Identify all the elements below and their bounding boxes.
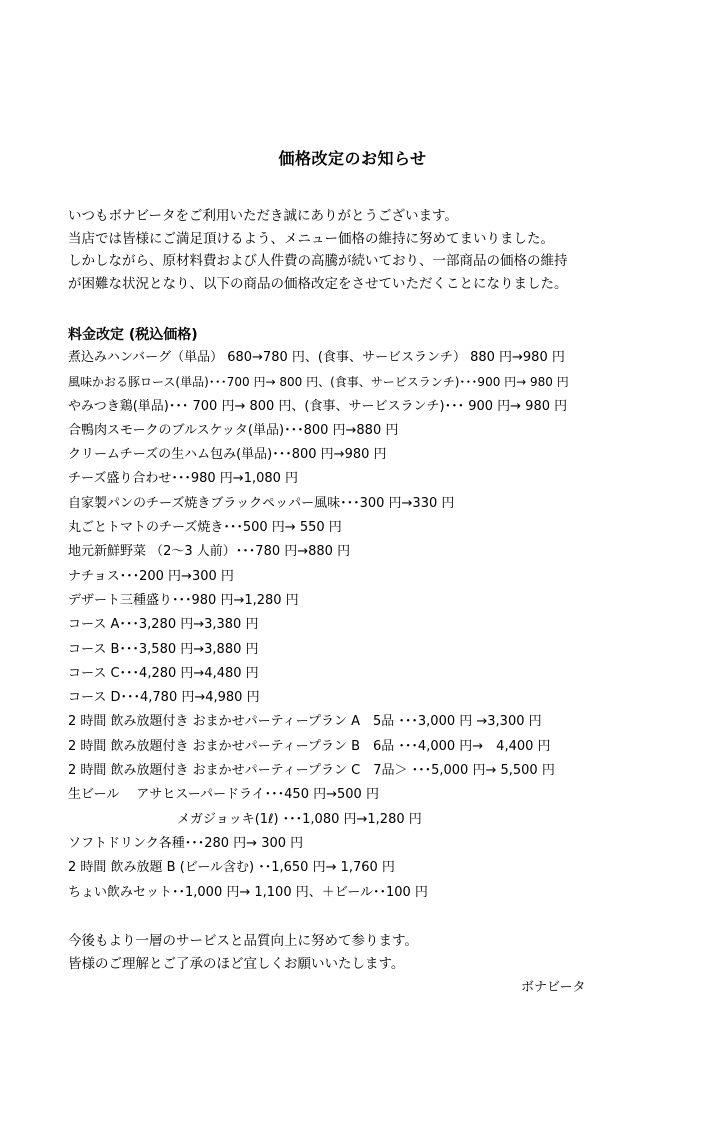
intro-line: が困難な状況となり、以下の商品の価格改定をさせていただくことになりました。 <box>68 275 568 292</box>
closing-paragraph <box>68 930 668 975</box>
price-item: 2 時間 飲み放題付き おまかせパーティープラン C 7品＞ ･･･5,000 円→ 5,500 円 <box>68 763 555 779</box>
price-item: 風味かおる豚ロース(単品)･･･700 円→ 800 円、(食事、サービスランチ)･･･900 円→ 980 円 <box>68 375 569 390</box>
section-heading: 料金改定 (税込価格) <box>68 327 198 343</box>
price-item: ちょい飲みセット･･1,000 円→ 1,100 円、＋ビール･･100 円 <box>68 884 428 900</box>
price-item: 地元新鮮野菜 （2～3 人前）･･･780 円→880 円 <box>68 544 351 560</box>
intro-line: いつもボナビータをご利用いただき誠にありがとうございます。 <box>68 208 458 224</box>
intro-line: 当店では皆様にご満足頂けるよう、メニュー価格の維持に努めてまいりました。 <box>68 230 554 247</box>
signature: ボナビータ <box>521 980 586 995</box>
price-item: クリームチーズの生ハム包み(単品)･･･800 円→980 円 <box>68 447 387 463</box>
price-item: 2 時間 飲み放題付き おまかせパーティープラン B 6品 ･･･4,000 円→ 4,400 円 <box>68 738 551 754</box>
price-item: 丸ごとトマトのチーズ焼き･･･500 円→ 550 円 <box>68 520 342 536</box>
price-item: メガジョッキ(1ℓ) ･･･1,080 円→1,280 円 <box>177 811 422 827</box>
closing-line: 今後もより一層のサービスと品質向上に努めて参ります。 <box>68 933 418 949</box>
price-list <box>68 346 688 905</box>
price-item: 合鴨肉スモークのブルスケッタ(単品)･･･800 円→880 円 <box>68 422 399 438</box>
price-item: コース C･･･4,280 円→4,480 円 <box>68 665 259 681</box>
price-item: チーズ盛り合わせ･･･980 円→1,080 円 <box>68 471 299 487</box>
price-item: 生ビール アサヒスーパードライ･･･450 円→500 円 <box>68 787 379 803</box>
price-item: コース B･･･3,580 円→3,880 円 <box>68 641 259 657</box>
price-item: コース D･･･4,780 円→4,980 円 <box>68 690 260 706</box>
price-item: ソフトドリンク各種･･･280 円→ 300 円 <box>68 835 304 851</box>
intro-paragraph <box>68 205 668 295</box>
price-item: 自家製パンのチーズ焼きブラックペッパー風味･･･300 円→330 円 <box>68 495 455 511</box>
price-item: 2 時間 飲み放題付き おまかせパーティープラン A 5品 ･･･3,000 円 →3,300 円 <box>68 714 542 730</box>
price-item: 2 時間 飲み放題 B (ビール含む) ･･1,650 円→ 1,760 円 <box>68 860 395 876</box>
intro-line: しかしながら、原材料費および人件費の高騰が続いており、一部商品の価格の維持 <box>68 253 568 269</box>
price-item: ナチョス･･･200 円→300 円 <box>68 568 234 584</box>
price-item: やみつき鶏(単品)･･･ 700 円→ 800 円、(食事、サービスランチ)･･･ 900 円→ 980 円 <box>68 398 568 414</box>
price-item: デザート三種盛り･･･980 円→1,280 円 <box>68 592 299 608</box>
price-item: コース A･･･3,280 円→3,380 円 <box>68 617 259 633</box>
closing-line: 皆様のご理解とご了承のほど宜しくお願いいたします。 <box>68 955 405 972</box>
page-title: 価格改定のお知らせ <box>278 149 427 168</box>
price-item: 煮込みハンバーグ（単品） 680→780 円、(食事、サービスランチ） 880 円→980 円 <box>68 350 565 365</box>
